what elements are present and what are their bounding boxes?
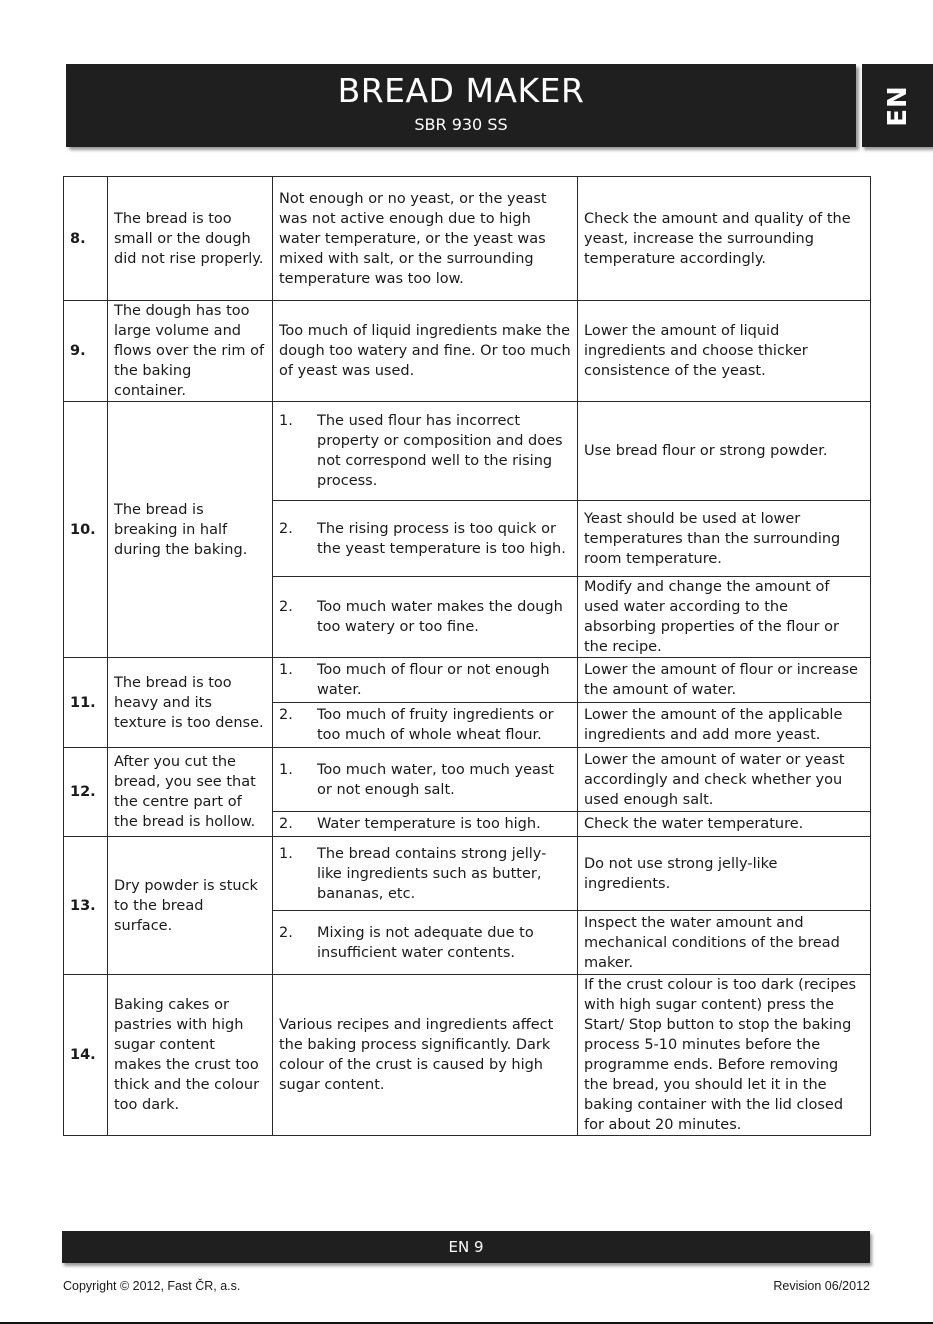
cause-item — [279, 705, 571, 745]
cause-text: Water temperature is too high. — [317, 816, 541, 832]
cause-text: Too much of fruity ingredients or too much of whole wheat flour. — [317, 707, 554, 743]
cause-index: 1. — [279, 761, 293, 778]
problem-symptom: The bread is too heavy and its texture is too dense. — [108, 658, 273, 748]
problem-number: 13. — [64, 837, 108, 975]
cause-text: Too much water makes the dough too watery or too fine. — [317, 599, 563, 635]
problem-solution: If the crust colour is too dark (recipes with high sugar content) press the Start/ Stop button to stop the baking process 5-10 minutes before the programme ends. Before removing the bread, you should let it in the baking container with the lid closed for about 20 minutes. — [578, 975, 871, 1136]
problem-solution: Lower the amount of water or yeast accordingly and check whether you used enough salt. — [578, 748, 871, 812]
problem-symptom: The bread is breaking in half during the baking. — [108, 402, 273, 658]
problem-number: 12. — [64, 748, 108, 837]
table-row — [64, 177, 871, 301]
model-number: SBR 930 SS — [414, 115, 508, 134]
cause-item — [279, 411, 571, 491]
cause-index: 1. — [279, 413, 293, 429]
problem-cause — [273, 658, 578, 703]
cause-text: The bread contains strong jelly-like ingredients such as butter, bananas, etc. — [317, 845, 547, 902]
problem-solution: Inspect the water amount and mechanical conditions of the bread maker. — [578, 911, 871, 975]
cause-item — [279, 597, 571, 637]
problem-cause — [273, 301, 578, 402]
cause-index: 2. — [279, 924, 293, 941]
problem-solution: Check the water temperature. — [578, 812, 871, 837]
language-tab — [862, 64, 933, 147]
cause-index: 1. — [279, 845, 293, 862]
problem-number: 10. — [64, 402, 108, 658]
cause-text: Not enough or no yeast, or the yeast was not active enough due to high water temperature, or the yeast was mixed with salt, or the surrounding temperature was too low. — [279, 190, 547, 287]
cause-text: The used flour has incorrect property or composition and does not correspond well to the rising process. — [317, 413, 563, 489]
cause-item — [279, 760, 571, 800]
cause-item — [279, 519, 571, 559]
problem-cause — [273, 501, 578, 577]
revision-text: Revision 06/2012 — [773, 1279, 870, 1293]
problem-cause — [273, 703, 578, 748]
problem-number: 11. — [64, 658, 108, 748]
problem-solution: Do not use strong jelly-like ingredients. — [578, 837, 871, 911]
problem-solution: Lower the amount of flour or increase the amount of water. — [578, 658, 871, 703]
problem-cause — [273, 837, 578, 911]
problem-solution: Lower the amount of the applicable ingredients and add more yeast. — [578, 703, 871, 748]
problem-symptom: Baking cakes or pastries with high sugar content makes the crust too thick and the colour too dark. — [108, 975, 273, 1136]
cause-index: 2. — [279, 707, 293, 723]
problem-cause — [273, 177, 578, 301]
cause-index: 2. — [279, 599, 293, 615]
problem-solution: Use bread flour or strong powder. — [578, 402, 871, 501]
cause-text: Various recipes and ingredients affect the baking process significantly. Dark colour of the crust is caused by high sugar content. — [279, 1017, 554, 1093]
cause-item — [279, 844, 571, 904]
document-title: BREAD MAKER — [337, 71, 585, 110]
problem-cause — [273, 812, 578, 837]
page-footer — [62, 1231, 870, 1263]
cause-item — [279, 814, 571, 834]
cause-text: Too much of liquid ingredients make the dough too watery and fine. Or too much of yeast was used. — [279, 323, 571, 379]
problem-solution: Yeast should be used at lower temperatures than the surrounding room temperature. — [578, 501, 871, 577]
problem-cause — [273, 975, 578, 1136]
page-number: EN 9 — [448, 1238, 484, 1256]
problem-number: 14. — [64, 975, 108, 1136]
problem-number: 8. — [64, 177, 108, 301]
problem-cause — [273, 748, 578, 812]
problem-symptom: The dough has too large volume and flows over the rim of the baking container. — [108, 301, 273, 402]
problem-cause — [273, 911, 578, 975]
problem-cause — [273, 577, 578, 658]
table-row — [64, 658, 871, 703]
cause-index: 1. — [279, 662, 293, 678]
language-tab-label: EN — [882, 84, 913, 127]
table-row — [64, 748, 871, 812]
problem-symptom: Dry powder is stuck to the bread surface. — [108, 837, 273, 975]
copyright-text: Copyright © 2012, Fast ČR, a.s. — [63, 1279, 241, 1293]
cause-text: Too much water, too much yeast or not enough salt. — [317, 761, 555, 798]
problem-solution: Lower the amount of liquid ingredients and choose thicker consistence of the yeast. — [578, 301, 871, 402]
problem-symptom: After you cut the bread, you see that the centre part of the bread is hollow. — [108, 748, 273, 837]
table-row — [64, 402, 871, 501]
table-row — [64, 975, 871, 1136]
cause-text: The rising process is too quick or the yeast temperature is too high. — [317, 520, 566, 557]
problem-number: 9. — [64, 301, 108, 402]
troubleshooting-table — [63, 176, 871, 1136]
cause-item — [279, 660, 571, 700]
cause-text: Mixing is not adequate due to insufficient water contents. — [317, 924, 534, 961]
problem-solution: Check the amount and quality of the yeast, increase the surrounding temperature accordingly. — [578, 177, 871, 301]
cause-index: 2. — [279, 520, 293, 537]
table-row — [64, 837, 871, 911]
problem-cause — [273, 402, 578, 501]
cause-item — [279, 923, 571, 963]
table-row — [64, 301, 871, 402]
page-header — [66, 64, 856, 147]
problem-symptom: The bread is too small or the dough did not rise properly. — [108, 177, 273, 301]
cause-index: 2. — [279, 816, 293, 832]
cause-text: Too much of flour or not enough water. — [317, 662, 550, 698]
problem-solution: Modify and change the amount of used water according to the absorbing properties of the flour or the recipe. — [578, 577, 871, 658]
